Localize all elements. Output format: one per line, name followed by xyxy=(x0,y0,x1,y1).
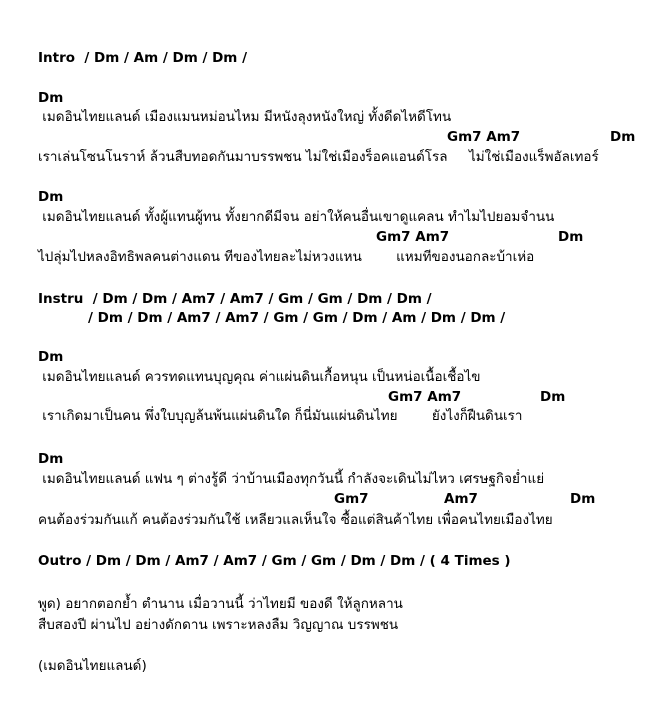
verse4-chord-am7: Am7 xyxy=(444,491,478,507)
ending-line: (เมดอินไทยแลนด์) xyxy=(38,658,147,674)
instru-line2: / Dm / Dm / Am7 / Am7 / Gm / Gm / Dm / Am / Dm / Dm / xyxy=(88,310,506,326)
spoken-line2: สืบสองปี ผ่านไป อย่างดักดาน เพราะหลงลืม วิญญาณ บรรพชน xyxy=(38,617,399,633)
verse4-lyric-line1: เมดอินไทยแลนด์ แฟน ๆ ต่างรู้ดี ว่าบ้านเมืองทุกวันนี้ กำลังจะเดินไม่ไหว เศรษฐกิจย่ำแย่ xyxy=(38,471,545,487)
verse2-chord-gm7-am7: Gm7 Am7 xyxy=(376,229,450,245)
verse1-chord-dm: Dm xyxy=(38,90,64,106)
verse4-lyric-line2: คนต้องร่วมกันแก้ คนต้องร่วมกันใช้ เหลียวแลเห็นใจ ซื้อแต่สินค้าไทย เพื่อคนไทยเมืองไทย xyxy=(38,512,553,528)
verse1-chord-gm7-am7: Gm7 Am7 xyxy=(447,129,521,145)
verse3-chord-dm: Dm xyxy=(38,349,64,365)
verse4-chord-gm7: Gm7 xyxy=(334,491,369,507)
spoken-line1: พูด) อยากตอกย้ำ ตำนาน เมื่อวานนี้ ว่าไทยมี ของดี ให้ลูกหลาน xyxy=(38,596,403,612)
verse1-chord-dm-end: Dm xyxy=(610,129,636,145)
verse2-lyric-line1: เมดอินไทยแลนด์ ทั้งผู้แทนผู้ทน ทั้งยากดีมีจน อย่าให้คนอื่นเขาดูแคลน ทำไมไปยอมจำนน xyxy=(38,209,555,225)
outro-line: Outro / Dm / Dm / Am7 / Am7 / Gm / Gm / Dm / Dm / ( 4 Times ) xyxy=(38,553,511,569)
verse2-lyric-line2: ไปลุ่มไปหลงอิทธิพลคนต่างแดน ทีของไทยละไม่หวงแหน แหมทีของนอกละบ้าเห่อ xyxy=(38,249,535,265)
verse2-chord-dm: Dm xyxy=(38,189,64,205)
verse3-lyric-line2: เราเกิดมาเป็นคน พึ่งใบบุญล้นพ้นแผ่นดินใด ก็นี่มันแผ่นดินไทย ยังไงก็ฝืนดินเรา xyxy=(38,408,523,424)
verse2-chord-dm-end: Dm xyxy=(558,229,584,245)
verse1-lyric-line2: เราเล่นโซนโนราห์ ล้วนสืบทอดกันมาบรรพชน ไม่ใช่เมืองร็อคแอนด์โรล ไม่ใช่เมืองแร็พอัลเทอร์ xyxy=(38,149,599,165)
intro-line: Intro / Dm / Am / Dm / Dm / xyxy=(38,50,248,66)
verse3-chord-gm7-am7: Gm7 Am7 xyxy=(388,389,462,405)
verse4-chord-dm-end: Dm xyxy=(570,491,596,507)
verse3-lyric-line1: เมดอินไทยแลนด์ ควรทดแทนบุญคุณ ค่าแผ่นดินเกื้อหนุน เป็นหน่อเนื้อเชื้อไข xyxy=(38,369,481,385)
instru-line1: Instru / Dm / Dm / Am7 / Am7 / Gm / Gm / Dm / Dm / xyxy=(38,291,432,307)
verse3-chord-dm-end: Dm xyxy=(540,389,566,405)
verse4-chord-dm: Dm xyxy=(38,451,64,467)
verse1-lyric-line1: เมดอินไทยแลนด์ เมืองแมนหม่อนไหม มีหนังลุงหนังใหญ่ ทั้งดีดไหดีโทน xyxy=(38,109,452,125)
